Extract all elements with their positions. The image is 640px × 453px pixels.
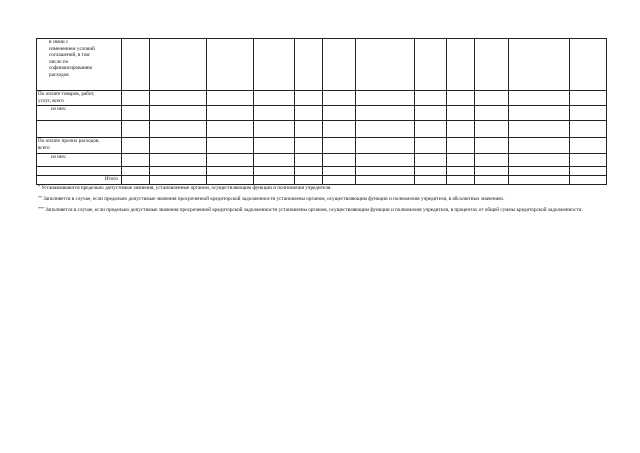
- table-cell: [570, 91, 607, 106]
- table-cell: [207, 176, 254, 185]
- table-cell: [356, 154, 415, 167]
- table-cell: [150, 39, 207, 91]
- table-row: [37, 138, 607, 154]
- table-cell: [150, 121, 207, 138]
- footnote-1: [38, 185, 638, 192]
- table-row: [37, 121, 607, 138]
- table-cell: [447, 138, 475, 154]
- table-cell: [122, 106, 150, 121]
- row-label-line: всего: [38, 144, 50, 151]
- table-cell: [207, 91, 254, 106]
- table-cell: [447, 106, 475, 121]
- table-cell: [207, 106, 254, 121]
- table-cell: [323, 91, 356, 106]
- row-label: [37, 39, 122, 91]
- row-label-line: По оплате прочих расходов,: [38, 138, 100, 144]
- table-cell: [323, 176, 356, 185]
- table-cell: [150, 176, 207, 185]
- table-cell: [323, 138, 356, 154]
- footnote-text: Заполняется в случае, если предельно допустимые значения просроченной кредиторской задолженности установлены органом, осуществляющим функции и полномочия учредителя, в абсолютных значениях.: [43, 196, 505, 202]
- table-cell: [356, 121, 415, 138]
- table-cell: [509, 91, 570, 106]
- table-cell: [323, 106, 356, 121]
- table-cell: [356, 167, 415, 176]
- row-label-line: услуг, всего: [38, 97, 64, 104]
- table-cell: [295, 176, 323, 185]
- row-label: [37, 154, 122, 167]
- table-cell: [254, 106, 295, 121]
- table-cell: [570, 121, 607, 138]
- row-label-line: Итого: [104, 176, 118, 182]
- table-cell: [207, 167, 254, 176]
- table-cell: [122, 167, 150, 176]
- row-label-line: соглашений, в том: [49, 52, 90, 59]
- table-cell: [447, 121, 475, 138]
- table-cell: [295, 106, 323, 121]
- table-cell: [356, 39, 415, 91]
- table-cell: [447, 154, 475, 167]
- table-cell: [254, 176, 295, 185]
- table-cell: [207, 121, 254, 138]
- table-cell: [356, 91, 415, 106]
- table-cell: [356, 138, 415, 154]
- table-cell: [509, 176, 570, 185]
- table-cell: [207, 39, 254, 91]
- footnote-text: Заполняется в случае, если предельно допустимые значения просроченной кредиторской задолженности установлены органом, осуществляющим функции и полномочия учредителя, в процентах от общей суммы кредиторской задолженности.: [45, 207, 583, 213]
- table-cell: [475, 106, 509, 121]
- footnotes: [38, 185, 638, 218]
- row-label-line: из них:: [51, 106, 67, 112]
- row-label-line: софинансированию: [49, 65, 93, 72]
- table-cell: [475, 176, 509, 185]
- row-label-line: изменением условий: [49, 45, 95, 52]
- table-cell: [570, 106, 607, 121]
- table-cell: [415, 154, 447, 167]
- table-cell: [475, 138, 509, 154]
- table-cell: [295, 138, 323, 154]
- row-label: [37, 91, 122, 106]
- table-cell: [447, 176, 475, 185]
- table-cell: [509, 154, 570, 167]
- table-row: [37, 106, 607, 121]
- table-cell: [295, 91, 323, 106]
- table-cell: [295, 154, 323, 167]
- table-cell: [509, 138, 570, 154]
- table-cell: [475, 154, 509, 167]
- table-cell: [570, 167, 607, 176]
- table-cell: [254, 167, 295, 176]
- table-cell: [122, 154, 150, 167]
- table-cell: [415, 106, 447, 121]
- table-cell: [570, 138, 607, 154]
- table-cell: [475, 167, 509, 176]
- table-cell: [254, 91, 295, 106]
- table-cell: [254, 39, 295, 91]
- table-cell: [570, 39, 607, 91]
- table-row: [37, 39, 607, 91]
- table-cell: [356, 106, 415, 121]
- row-label: [37, 121, 122, 138]
- table-row: [37, 91, 607, 106]
- table-cell: [295, 121, 323, 138]
- table-body: [37, 39, 607, 185]
- table-cell: [254, 138, 295, 154]
- table-row: [37, 154, 607, 167]
- row-label-line: из них:: [51, 154, 67, 160]
- table-cell: [415, 167, 447, 176]
- table-cell: [295, 39, 323, 91]
- table-cell: [122, 176, 150, 185]
- table-cell: [122, 121, 150, 138]
- table-cell: [415, 39, 447, 91]
- footnote-mark: **: [38, 195, 42, 200]
- footnote-mark: *: [38, 184, 40, 189]
- table-row: [37, 167, 607, 176]
- footnote-2: [38, 196, 638, 203]
- row-label: [37, 176, 122, 185]
- row-label-line: числе по: [49, 58, 69, 65]
- table-cell: [254, 121, 295, 138]
- table-row: [37, 176, 607, 185]
- table-cell: [475, 91, 509, 106]
- footnote-text: Устанавливаются предельно допустимые значения, установленные органом, осуществляющим функции и полномочия учредителя.: [41, 185, 332, 191]
- table-cell: [509, 39, 570, 91]
- table-cell: [150, 138, 207, 154]
- table-cell: [254, 154, 295, 167]
- table-cell: [509, 167, 570, 176]
- row-label-line: По оплате товаров, работ,: [38, 91, 95, 97]
- table-cell: [323, 167, 356, 176]
- table-cell: [150, 91, 207, 106]
- table-cell: [122, 91, 150, 106]
- table-cell: [475, 39, 509, 91]
- table-cell: [207, 138, 254, 154]
- table-cell: [295, 167, 323, 176]
- table-cell: [150, 106, 207, 121]
- table-cell: [475, 121, 509, 138]
- table-cell: [356, 176, 415, 185]
- table-cell: [323, 121, 356, 138]
- footnote-mark: ***: [38, 206, 44, 211]
- table-cell: [509, 106, 570, 121]
- row-label: [37, 106, 122, 121]
- table-cell: [415, 121, 447, 138]
- creditor-debt-table: [36, 38, 607, 185]
- table-cell: [150, 167, 207, 176]
- table-cell: [207, 154, 254, 167]
- table-cell: [447, 167, 475, 176]
- table-cell: [447, 91, 475, 106]
- table-cell: [415, 176, 447, 185]
- table-cell: [415, 91, 447, 106]
- row-label: [37, 167, 122, 176]
- table-cell: [323, 154, 356, 167]
- table-cell: [570, 176, 607, 185]
- table-cell: [415, 138, 447, 154]
- table-cell: [447, 39, 475, 91]
- row-label: [37, 138, 122, 154]
- table-cell: [122, 138, 150, 154]
- row-label-line: в связи с: [49, 39, 69, 45]
- table-cell: [509, 121, 570, 138]
- table-cell: [323, 39, 356, 91]
- row-label-line: расходов: [49, 71, 69, 78]
- table-cell: [570, 154, 607, 167]
- table-cell: [122, 39, 150, 91]
- footnote-3: [38, 207, 638, 214]
- table-cell: [150, 154, 207, 167]
